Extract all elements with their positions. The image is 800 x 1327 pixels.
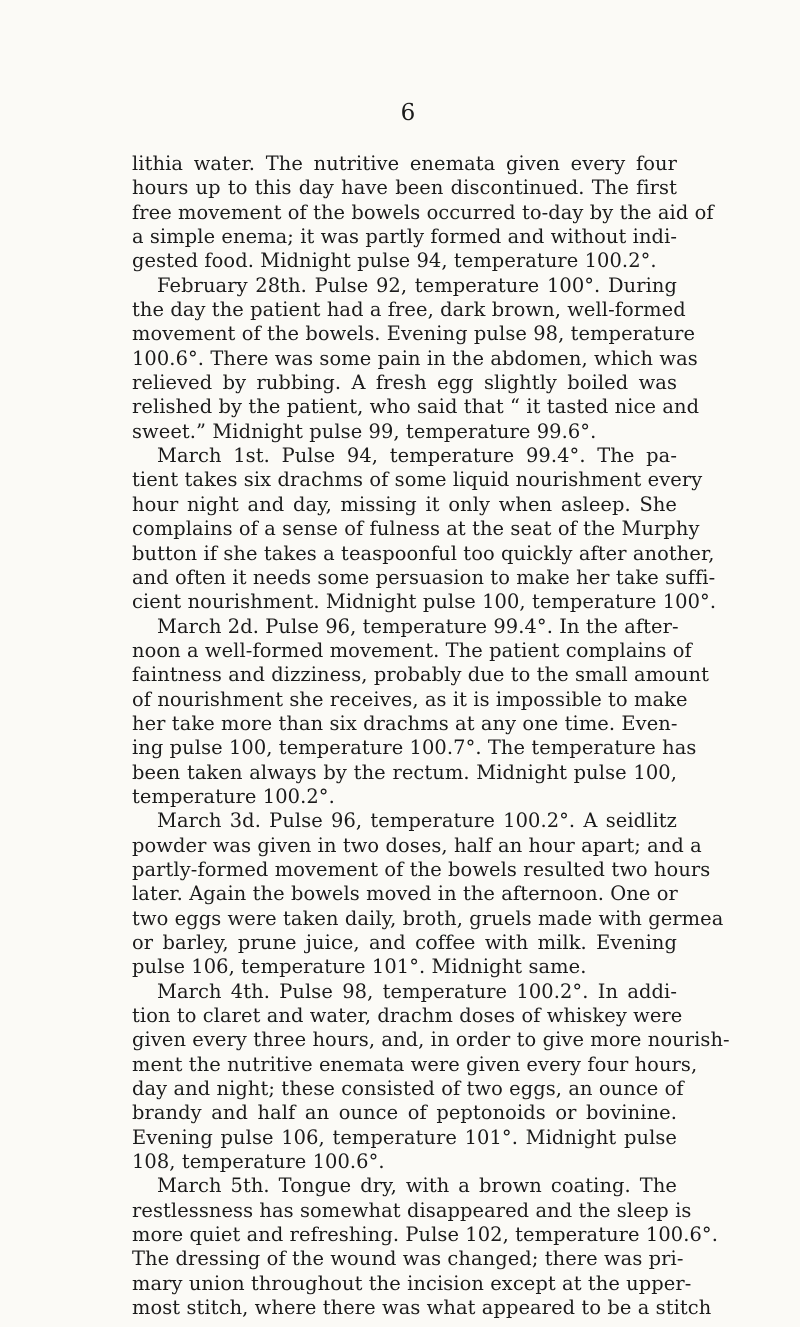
text-line: mary union throughout the incision except at the upper- bbox=[132, 1271, 692, 1295]
text-line: tion to claret and water, drachm doses of whiskey were bbox=[132, 1004, 683, 1028]
text-line: relieved by rubbing. A fresh egg slightly boiled was bbox=[132, 371, 677, 395]
text-line: a simple enema; it was partly formed and without indi- bbox=[132, 225, 678, 249]
text-line: tient takes six drachms of some liquid nourishment every bbox=[132, 468, 703, 492]
text-line: March 3d. Pulse 96, temperature 100.2°. A seidlitz bbox=[157, 809, 677, 833]
text-line: faintness and dizziness, probably due to the small amount bbox=[132, 663, 710, 687]
page-number: 6 bbox=[400, 100, 416, 126]
text-line: relished by the patient, who said that “ it tasted nice and bbox=[132, 395, 700, 419]
text-line: the day the patient had a free, dark brown, well-formed bbox=[132, 298, 686, 322]
text-line: most stitch, where there was what appeared to be a stitch bbox=[132, 1296, 712, 1320]
text-line: of nourishment she receives, as it is impossible to make bbox=[132, 687, 688, 711]
text-line: March 1st. Pulse 94, temperature 99.4°. The pa- bbox=[157, 444, 677, 468]
text-line: restlessness has somewhat disappeared and the sleep is bbox=[132, 1198, 692, 1222]
text-line: been taken always by the rectum. Midnight pulse 100, bbox=[132, 760, 677, 784]
text-line: brandy and half an ounce of peptonoids or bovinine. bbox=[132, 1101, 677, 1125]
text-line: lithia water. The nutritive enemata given every four bbox=[132, 152, 677, 175]
text-line: and often it needs some persuasion to make her take suffi- bbox=[132, 565, 716, 589]
text-line: Evening pulse 106, temperature 101°. Midnight pulse bbox=[132, 1125, 677, 1149]
text-line: 108, temperature 100.6°. bbox=[132, 1150, 385, 1174]
text-line: pulse 106, temperature 101°. Midnight same. bbox=[132, 955, 587, 979]
text-line: complains of a sense of fulness at the seat of the Murphy bbox=[132, 517, 700, 541]
text-line: February 28th. Pulse 92, temperature 100°. During bbox=[157, 273, 677, 297]
text-line: noon a well-formed movement. The patient complains of bbox=[132, 638, 692, 662]
text-line: button if she takes a teaspoonful too quickly after another, bbox=[132, 541, 715, 565]
text-line: more quiet and refreshing. Pulse 102, temperature 100.6°. bbox=[132, 1223, 718, 1247]
text-line: ment the nutritive enemata were given every four hours, bbox=[132, 1052, 698, 1076]
text-line: movement of the bowels. Evening pulse 98, temperature bbox=[132, 322, 696, 346]
text-line: given every three hours, and, in order to give more nourish- bbox=[132, 1028, 730, 1052]
text-line: ing pulse 100, temperature 100.7°. The temperature has bbox=[132, 736, 697, 760]
text-line: The dressing of the wound was changed; there was pri- bbox=[132, 1247, 684, 1271]
text-line: partly-formed movement of the bowels resulted two hours bbox=[132, 857, 711, 881]
text-line: two eggs were taken daily, broth, gruels made with germea bbox=[132, 906, 724, 930]
text-line: cient nourishment. Midnight pulse 100, temperature 100°. bbox=[132, 590, 717, 614]
text-line: or barley, prune juice, and coffee with milk. Evening bbox=[132, 931, 677, 954]
text-line: March 4th. Pulse 98, temperature 100.2°. In addi- bbox=[157, 979, 677, 1003]
text-line: temperature 100.2°. bbox=[132, 784, 335, 808]
text-line: powder was given in two doses, half an hour apart; and a bbox=[132, 833, 702, 857]
text-line: 100.6°. There was some pain in the abdomen, which was bbox=[132, 346, 698, 370]
text-line: free movement of the bowels occurred to-day by the aid of bbox=[132, 200, 714, 224]
text-line: later. Again the bowels moved in the afternoon. One or bbox=[132, 882, 678, 906]
text-line: hours up to this day have been discontinued. The first bbox=[132, 176, 677, 200]
text-line: day and night; these consisted of two eggs, an ounce of bbox=[132, 1077, 684, 1101]
text-line: her take more than six drachms at any one time. Even- bbox=[132, 711, 678, 735]
text-line: sweet.” Midnight pulse 99, temperature 99.6°. bbox=[132, 419, 597, 443]
text-line: March 5th. Tongue dry, with a brown coating. The bbox=[157, 1174, 677, 1198]
text-line: March 2d. Pulse 96, temperature 99.4°. In the after- bbox=[157, 614, 679, 638]
text-line: hour night and day, missing it only when asleep. She bbox=[132, 492, 677, 516]
body-text bbox=[132, 152, 730, 1321]
text-line: gested food. Midnight pulse 94, temperature 100.2°. bbox=[132, 249, 657, 273]
